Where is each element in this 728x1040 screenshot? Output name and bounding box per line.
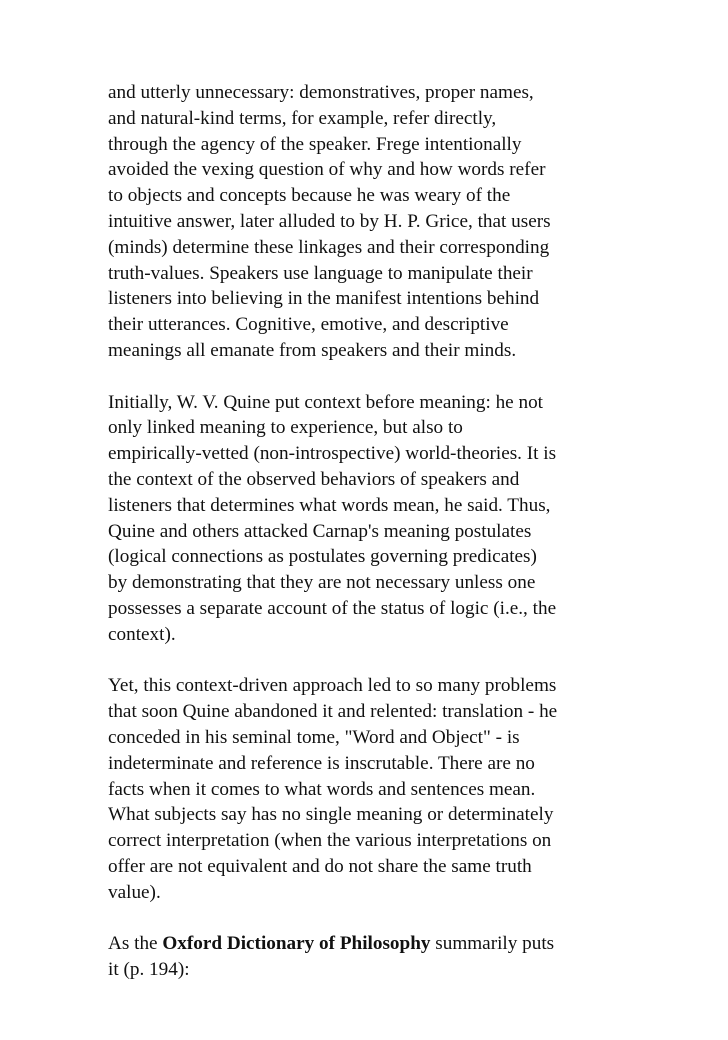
text-line: listeners that determines what words mean, he said. Thus, bbox=[108, 494, 551, 516]
text-line: their utterances. Cognitive, emotive, and descriptive bbox=[108, 314, 509, 336]
text-line: only linked meaning to experience, but also to bbox=[108, 417, 463, 439]
text-line: intuitive answer, later alluded to by H. P. Grice, that users bbox=[108, 210, 551, 232]
text-line: meanings all emanate from speakers and their minds. bbox=[108, 339, 517, 361]
text-line: value). bbox=[108, 881, 161, 903]
text-line: by demonstrating that they are not necessary unless one bbox=[108, 572, 536, 594]
text-line: empirically-vetted (non-introspective) world-theories. It is bbox=[108, 443, 557, 465]
text-run: summarily puts bbox=[430, 933, 555, 955]
text-line: truth-values. Speakers use language to manipulate their bbox=[108, 262, 533, 284]
text-line: through the agency of the speaker. Frege intentionally bbox=[108, 133, 522, 155]
text-line: offer are not equivalent and do not share the same truth bbox=[108, 855, 532, 877]
paragraph-quine-context bbox=[108, 390, 628, 648]
document-page bbox=[108, 80, 628, 983]
text-line: the context of the observed behaviors of speakers and bbox=[108, 468, 520, 490]
text-line: (minds) determine these linkages and their corresponding bbox=[108, 236, 550, 258]
text-line: Quine and others attacked Carnap's meaning postulates bbox=[108, 520, 532, 542]
text-line: that soon Quine abandoned it and relented: translation - he bbox=[108, 701, 558, 723]
text-line: (logical connections as postulates governing predicates) bbox=[108, 546, 537, 568]
text-line: possesses a separate account of the status of logic (i.e., the bbox=[108, 597, 557, 619]
book-title: Oxford Dictionary of Philosophy bbox=[162, 933, 431, 955]
text-line: listeners into believing in the manifest intentions behind bbox=[108, 288, 540, 310]
text-line: context). bbox=[108, 623, 176, 645]
text-run: As the bbox=[108, 933, 163, 955]
text-line: avoided the vexing question of why and how words refer bbox=[108, 159, 546, 181]
text-line: correct interpretation (when the various interpretations on bbox=[108, 830, 552, 852]
text-line: and utterly unnecessary: demonstratives, proper names, bbox=[108, 82, 534, 103]
paragraph-oxford-quote bbox=[108, 931, 628, 983]
paragraph-frege bbox=[108, 80, 628, 364]
text-line: Initially, W. V. Quine put context before meaning: he not bbox=[108, 391, 544, 413]
text-line: What subjects say has no single meaning or determinately bbox=[108, 804, 554, 826]
text-line: and natural-kind terms, for example, refer directly, bbox=[108, 107, 497, 129]
paragraph-quine-indeterminacy bbox=[108, 673, 628, 905]
text-line: conceded in his seminal tome, "Word and Object" - is bbox=[108, 726, 520, 748]
text-line: Yet, this context-driven approach led to so many problems bbox=[108, 675, 557, 697]
text-line: it (p. 194): bbox=[108, 959, 190, 981]
text-line: indeterminate and reference is inscrutable. There are no bbox=[108, 752, 535, 774]
text-line: facts when it comes to what words and sentences mean. bbox=[108, 778, 536, 800]
text-line bbox=[108, 931, 628, 957]
text-line: to objects and concepts because he was weary of the bbox=[108, 185, 511, 207]
